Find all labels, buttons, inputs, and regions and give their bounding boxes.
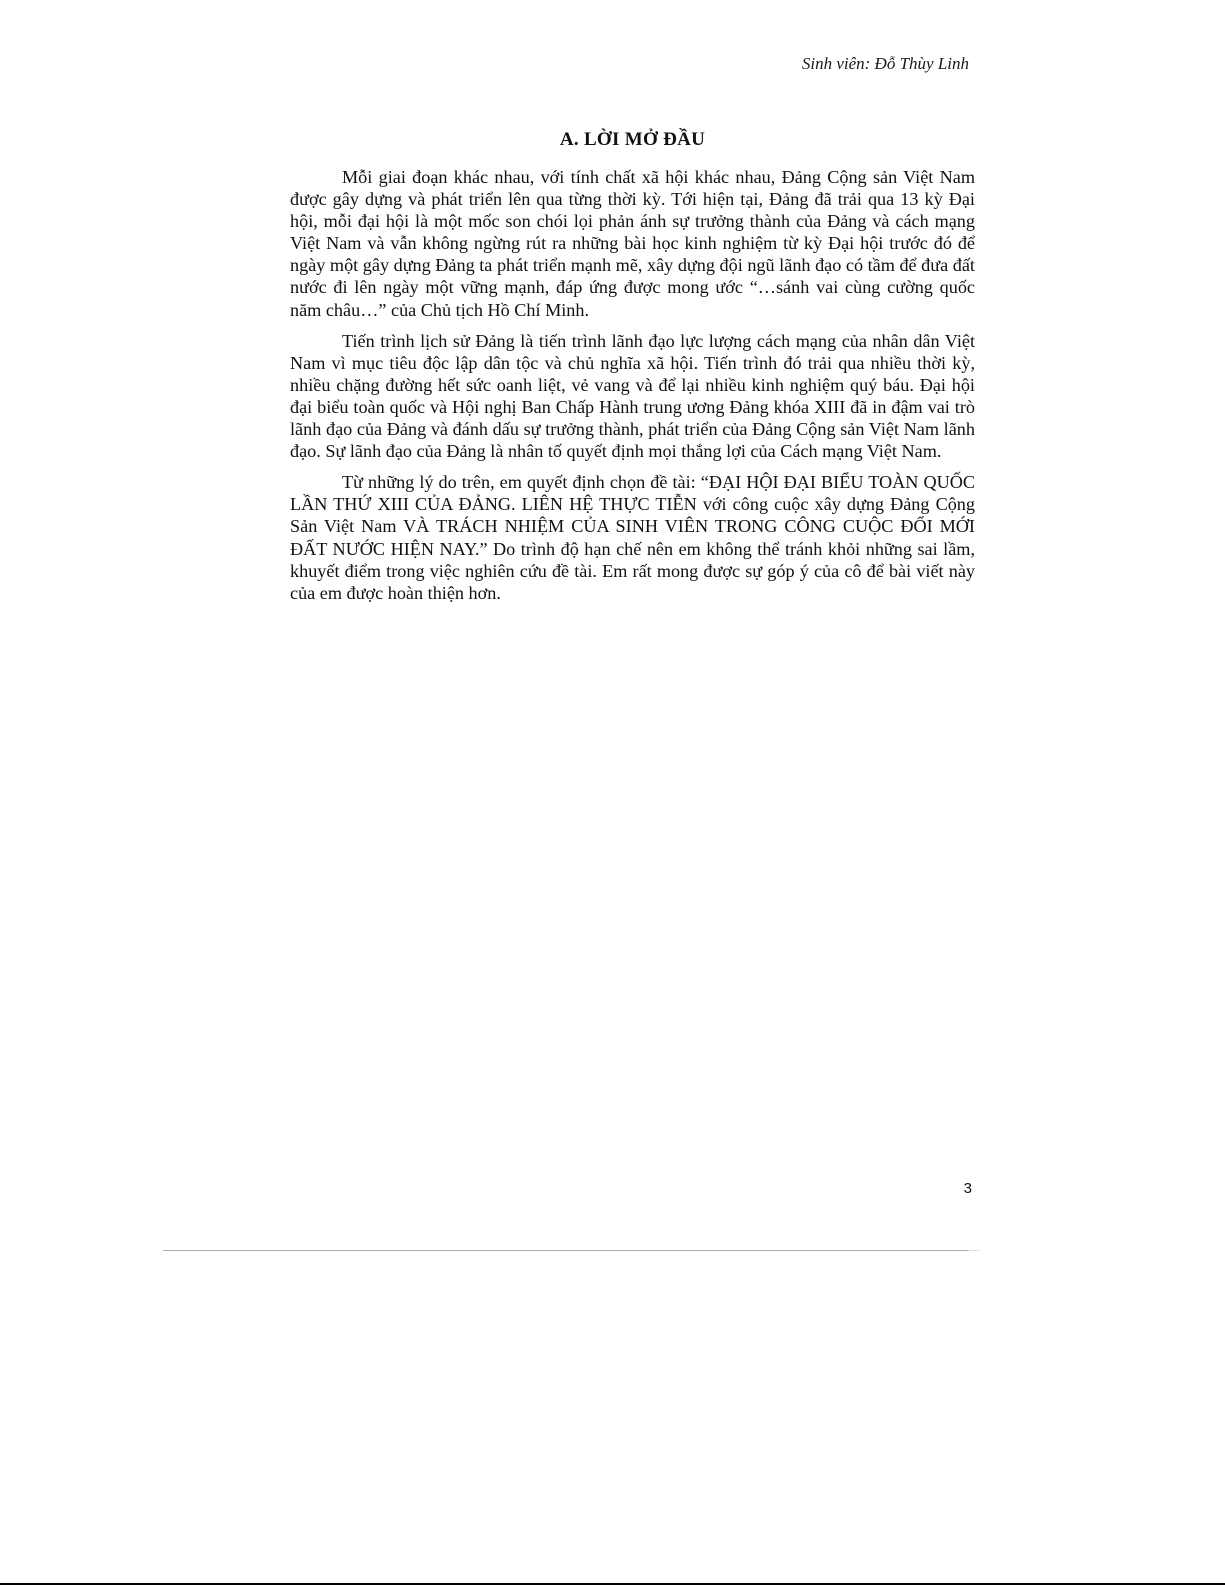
section-title: A. LỜI MỞ ĐẦU (559, 129, 706, 150)
paragraph-intro: Mỗi giai đoạn khác nhau, với tính chất xã hội khác nhau, Đảng Cộng sản Việt Nam được gây dựng và phát triển lên qua từng thời kỳ. Tới hiện tại, Đảng đã trải qua 13 kỳ Đại hội, mỗi đại hội là một mốc son chói lọi phản ánh sự trưởng thành của Đảng và cách mạng Việt Nam và vẫn không ngừng rút ra những bài học kinh nghiệm từ kỳ Đại hội trước đó để ngày một gây dựng Đảng ta phát triển mạnh mẽ, xây dựng đội ngũ lãnh đạo có tầm để đưa đất nước đi lên ngày một vững mạnh, đáp ứng được mong ước “…sánh vai cùng cường quốc năm châu…” của Chủ tịch Hồ Chí Minh. (290, 167, 975, 320)
page-divider-tail (968, 1250, 980, 1251)
body-text (290, 166, 975, 613)
page-divider (163, 1250, 968, 1251)
page-number: 3 (963, 1180, 972, 1197)
header-author: Sinh viên: Đỗ Thùy Linh (801, 54, 969, 73)
paragraph-history: Tiến trình lịch sử Đảng là tiến trình lãnh đạo lực lượng cách mạng của nhân dân Việt Nam vì mục tiêu độc lập dân tộc và chủ nghĩa xã hội. Tiến trình đó trải qua nhiều thời kỳ, nhiều chặng đường hết sức oanh liệt, vẻ vang và để lại nhiều kinh nghiệm quý báu. Đại hội đại biểu toàn quốc và Hội nghị Ban Chấp Hành trung ương Đảng khóa XIII đã in đậm vai trò lãnh đạo của Đảng và đánh dấu sự trưởng thành, phát triển của Đảng Cộng sản Việt Nam lãnh đạo. Sự lãnh đạo của Đảng là nhân tố quyết định mọi thắng lợi của Cách mạng Việt Nam. (290, 330, 975, 462)
paragraph-topic: Từ những lý do trên, em quyết định chọn đề tài: “ĐẠI HỘI ĐẠI BIỂU TOÀN QUỐC LẦN THỨ XIII CỦA ĐẢNG. LIÊN HỆ THỰC TIỄN với công cuộc xây dựng Đảng Cộng Sản Việt Nam VÀ TRÁCH NHIỆM CỦA SINH VIÊN TRONG CÔNG CUỘC ĐỔI MỚI ĐẤT NƯỚC HIỆN NAY.” Do trình độ hạn chế nên em không thể tránh khỏi những sai lầm, khuyết điểm trong việc nghiên cứu đề tài. Em rất mong được sự góp ý của cô để bài viết này của em được hoàn thiện hơn. (290, 472, 975, 603)
